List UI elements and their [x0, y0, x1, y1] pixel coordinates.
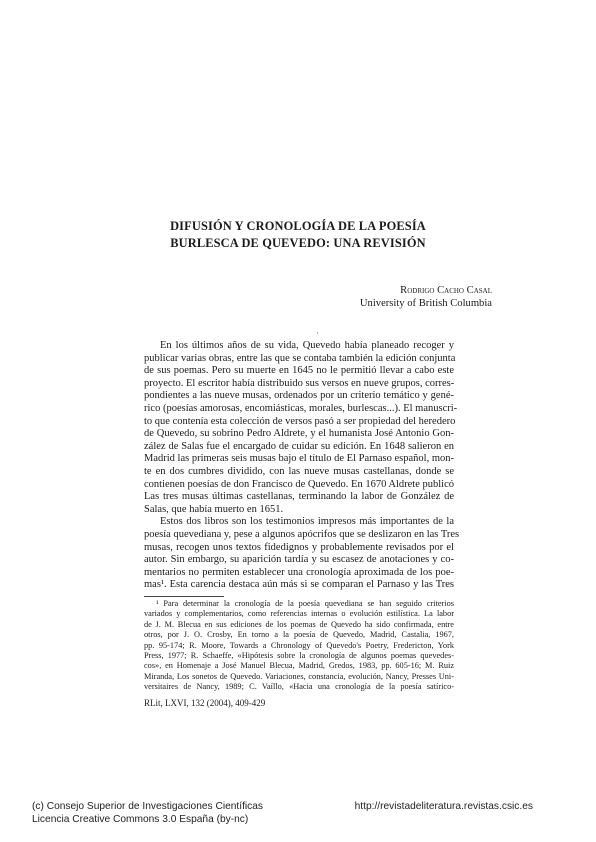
body-line: En los últimos años de su vida, Quevedo había planeado recoger y	[160, 340, 454, 351]
footer-url-link[interactable]: http://revistadeliteratura.revistas.csic.es	[354, 801, 533, 812]
footer-license: Licencia Creative Commons 3.0 España (by-nc)	[32, 814, 249, 825]
footnote-line: ¹ Para determinar la cronología de la poesía quevediana se han seguido criterios	[156, 599, 454, 608]
footnote-line: cos», en Homenaje a José Manuel Blecua, Madrid, Gredos, 1983, pp. 605-16; M. Ruiz	[144, 661, 454, 671]
body-line: musas, recogen unos textos fidedignos y probablemente revisados por el	[144, 541, 454, 553]
body-line: to que contenía esta colección de versos pasó a ser propiedad del heredero	[144, 415, 456, 427]
footnote-line: versitaires de Nancy, 1989; C. Vaíllo, «Hacia una cronología de la poesía satírico-	[144, 682, 454, 692]
journal-reference: RLit, LXVI, 132 (2004), 409-429	[144, 698, 266, 708]
body-line: mentarios no permiten establecer una cronología aproximada de los poe-	[144, 566, 454, 578]
body-line: publicar varias obras, entre las que se contaba también la edición conjunta	[144, 352, 456, 364]
body-line: zález de Salas fue el encargado de cuidar su edición. En 1648 salieron en	[144, 440, 454, 452]
body-line: Estos dos libros son los testimonios impresos más importantes de la	[160, 516, 454, 528]
paper-title-line-1: DIFUSIÓN Y CRONOLOGÍA DE LA POESÍA	[170, 219, 426, 233]
body-line: mas¹. Esta carencia destaca aún más si se comparan el Parnaso y las Tres	[144, 579, 454, 591]
body-line: rico (poesías amorosas, encomiásticas, morales, burlescas...). El manuscri-	[144, 403, 458, 414]
stray-mark: ·	[316, 329, 319, 338]
author-affiliation: University of British Columbia	[359, 298, 492, 309]
footnote-line: de J. M. Blecua en sus ediciones de los poemas de Quevedo ha sido confirmada, entre	[144, 619, 454, 629]
body-line: pondientes a las nueve musas, ordenados por un criterio temático y gené-	[144, 390, 454, 402]
body-line: contienen poesías de don Francisco de Quevedo. En 1670 Aldrete publicó	[144, 478, 454, 490]
footnote-separator	[144, 596, 224, 597]
footnote-line: otros, por J. O. Crosby, En torno a la poesía de Quevedo, Madrid, Castalia, 1967,	[144, 630, 454, 640]
footnote-line: variados y complementarios, como referencias internas o evolución estilística. La labor	[144, 609, 454, 619]
footer-copyright: (c) Consejo Superior de Investigaciones Científicas	[32, 801, 264, 812]
body-line: Salas, que había muerto en 1651.	[144, 503, 284, 515]
body-line: Las tres musas últimas castellanas, terminando la labor de González de	[144, 491, 454, 503]
body-line: de sus poemas. Pero su muerte en 1645 no le permitió llevar a cabo este	[144, 365, 454, 377]
body-line: Madrid las primeras seis musas bajo el título de El Parnaso español, mon-	[144, 453, 454, 465]
body-line: proyecto. El escritor había distribuido sus versos en nueve grupos, corres-	[144, 377, 455, 389]
footnote-line: Press, 1977; R. Schaeffe, «Hipótesis sobre la cronología de algunos poemas quevedes-	[144, 651, 454, 660]
body-line: de Quevedo, su sobrino Pedro Aldrete, y el humanista José Antonio Gon-	[144, 428, 454, 440]
author-name: Rodrigo Cacho Casal	[400, 285, 492, 296]
body-line: te en dos cumbres dividido, con las nueve musas castellanas, donde se	[144, 466, 454, 477]
footnote-line: pp. 95-174; R. Moore, Towards a Chronology of Quevedo's Poetry, Fredericton, York	[144, 640, 454, 650]
footnote-line: Miranda, Los sonetos de Quevedo. Variaciones, constancia, evolución, Nancy, Presses Uni-	[144, 671, 454, 681]
body-line: poesía quevediana y, pese a algunos apócrifos que se deslizaron en las Tres	[144, 529, 460, 540]
body-line: autor. Sin embargo, su aparición tardía y su escasez de anotaciones y co-	[144, 554, 454, 566]
paper-title-line-2: BURLESCA DE QUEVEDO: UNA REVISIÓN	[170, 236, 426, 250]
